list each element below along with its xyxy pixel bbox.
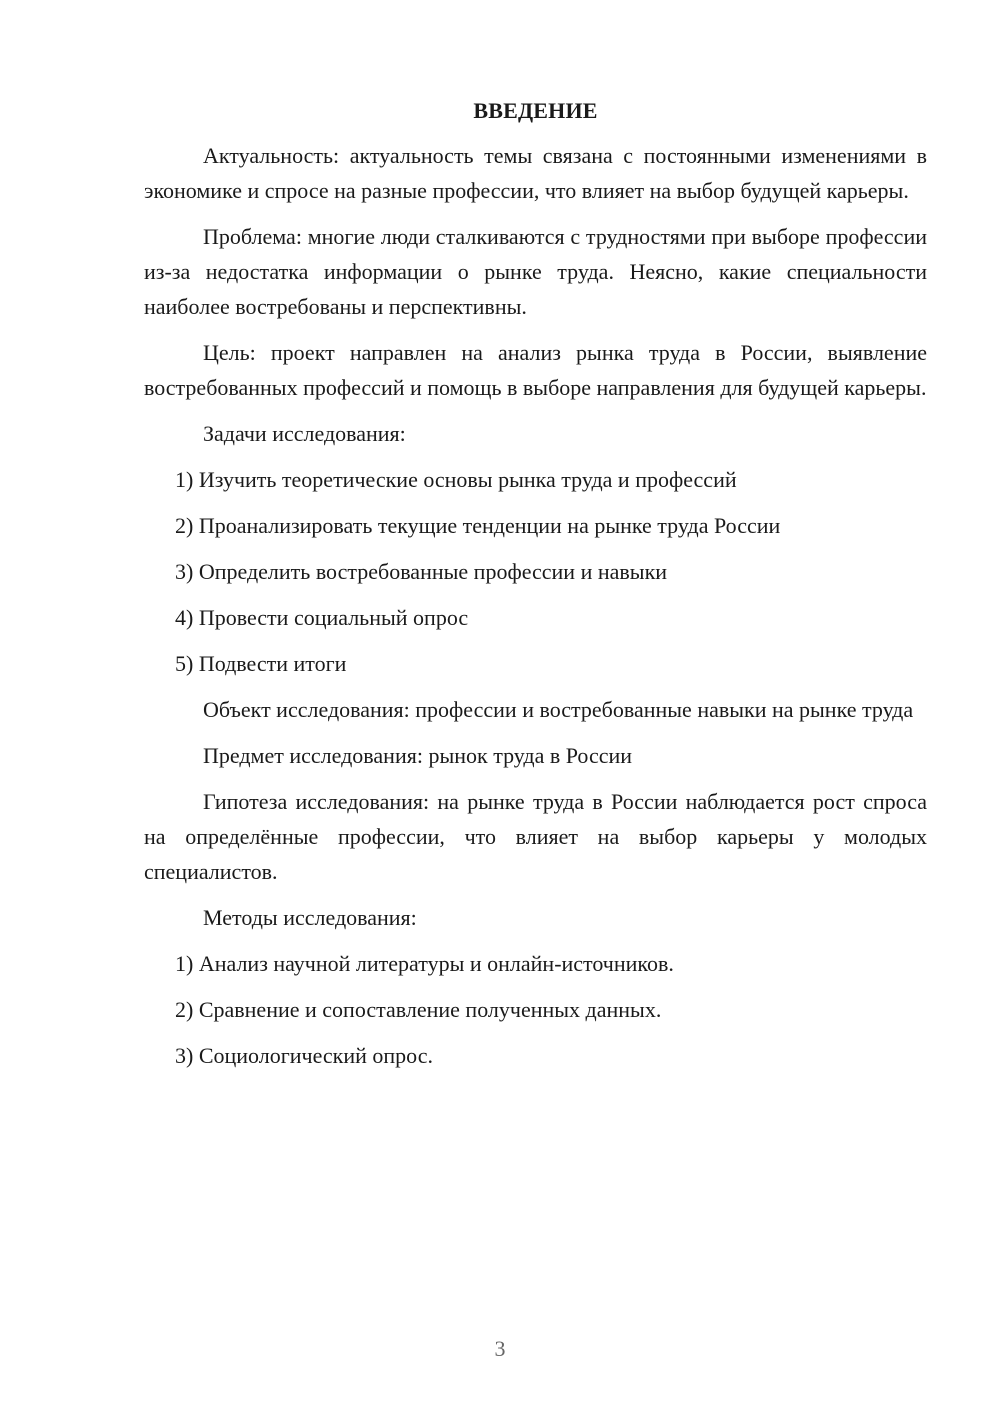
relevance-paragraph: Актуальность: актуальность темы связана с постоянными изменениями в экономике и спросе на разные профессии, что влияет на выбор будущей карьеры. bbox=[144, 143, 927, 203]
task-item: 2) Проанализировать текущие тенденции на рынке труда России bbox=[175, 513, 781, 538]
page-number: 3 bbox=[494, 1336, 506, 1361]
problem-paragraph: Проблема: многие люди сталкиваются с трудностями при выборе профессии из-за недостатка информации о рынке труда. Неясно, какие специальности наиболее востребованы и перспективны. bbox=[144, 224, 927, 319]
methods-list bbox=[144, 946, 927, 1073]
task-item: 4) Провести социальный опрос bbox=[175, 605, 469, 630]
method-item: 1) Анализ научной литературы и онлайн-источников. bbox=[175, 951, 674, 976]
method-item: 3) Социологический опрос. bbox=[175, 1043, 433, 1068]
task-item: 1) Изучить теоретические основы рынка труда и профессий bbox=[175, 467, 737, 492]
tasks-list bbox=[144, 462, 927, 681]
section-title: ВВЕДЕНИЕ bbox=[473, 98, 598, 123]
task-item: 5) Подвести итоги bbox=[175, 651, 347, 676]
tasks-heading: Задачи исследования: bbox=[203, 421, 406, 446]
methods-heading: Методы исследования: bbox=[203, 905, 417, 930]
task-item: 3) Определить востребованные профессии и навыки bbox=[175, 559, 668, 584]
method-item: 2) Сравнение и сопоставление полученных данных. bbox=[175, 997, 662, 1022]
page-content bbox=[144, 93, 927, 1084]
goal-paragraph: Цель: проект направлен на анализ рынка труда в России, выявление востребованных профессий и помощь в выборе направления для будущей карьеры. bbox=[144, 340, 927, 400]
subject-paragraph: Предмет исследования: рынок труда в России bbox=[203, 743, 633, 768]
hypothesis-paragraph: Гипотеза исследования: на рынке труда в России наблюдается рост спроса на определённые профессии, что влияет на выбор карьеры у молодых специалистов. bbox=[144, 789, 927, 884]
object-paragraph: Объект исследования: профессии и востребованные навыки на рынке труда bbox=[203, 697, 914, 722]
